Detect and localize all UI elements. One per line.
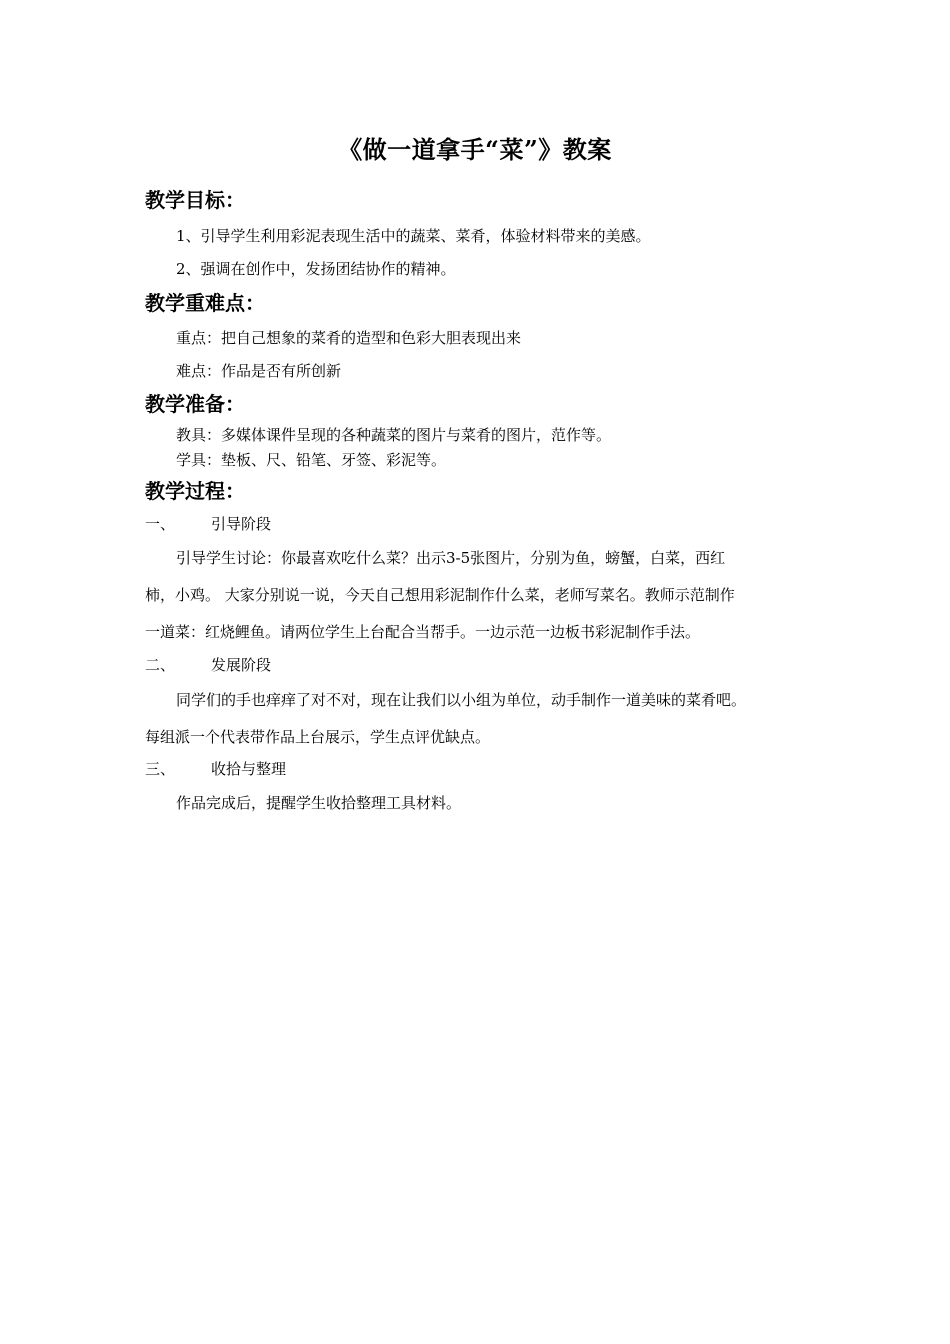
- preparation-student: 学具：垫板、尺、铅笔、牙签、彩泥等。: [176, 451, 447, 469]
- stage-paragraph-line: 一道菜：红烧鲤鱼。请两位学生上台配合当帮手。一边示范一边板书彩泥制作手法。: [145, 623, 701, 641]
- goal-item: 1、引导学生利用彩泥表现生活中的蔬菜、菜肴，体验材料带来的美感。: [176, 227, 651, 245]
- stage-paragraph-line: 每组派一个代表带作品上台展示，学生点评优缺点。: [145, 728, 491, 746]
- stage-paragraph-line: 同学们的手也痒痒了对不对，现在让我们以小组为单位，动手制作一道美味的菜肴吧。: [176, 691, 747, 709]
- stage-label: 发展阶段: [211, 656, 272, 674]
- stage-paragraph-line: 引导学生讨论：你最喜欢吃什么菜？出示3-5张图片，分别为鱼，螃蟹，白菜，西红: [176, 549, 726, 567]
- preparation-teacher: 教具：多媒体课件呈现的各种蔬菜的图片与菜肴的图片，范作等。: [176, 426, 612, 444]
- stage-paragraph-line: 作品完成后，提醒学生收拾整理工具材料。: [176, 794, 462, 812]
- stage-paragraph-line: 柿，小鸡。 大家分别说一说，今天自己想用彩泥制作什么菜，老师写菜名。教师示范制作: [145, 586, 735, 604]
- heading-process: 教学过程：: [145, 479, 245, 503]
- goal-item: 2、强调在创作中，发扬团结协作的精神。: [176, 260, 456, 278]
- heading-goals: 教学目标：: [145, 188, 245, 212]
- stage-number: 三、: [145, 760, 176, 778]
- heading-key-points: 教学重难点：: [145, 291, 265, 315]
- key-point-focus: 重点：把自己想象的菜肴的造型和色彩大胆表现出来: [176, 329, 522, 347]
- stage-label: 收拾与整理: [211, 760, 287, 778]
- stage-number: 一、: [145, 515, 176, 533]
- heading-preparation: 教学准备：: [145, 392, 245, 416]
- stage-label: 引导阶段: [211, 515, 272, 533]
- key-point-difficulty: 难点：作品是否有所创新: [176, 362, 342, 380]
- page-title: 《做一道拿手“菜”》教案: [338, 135, 612, 164]
- stage-number: 二、: [145, 656, 176, 674]
